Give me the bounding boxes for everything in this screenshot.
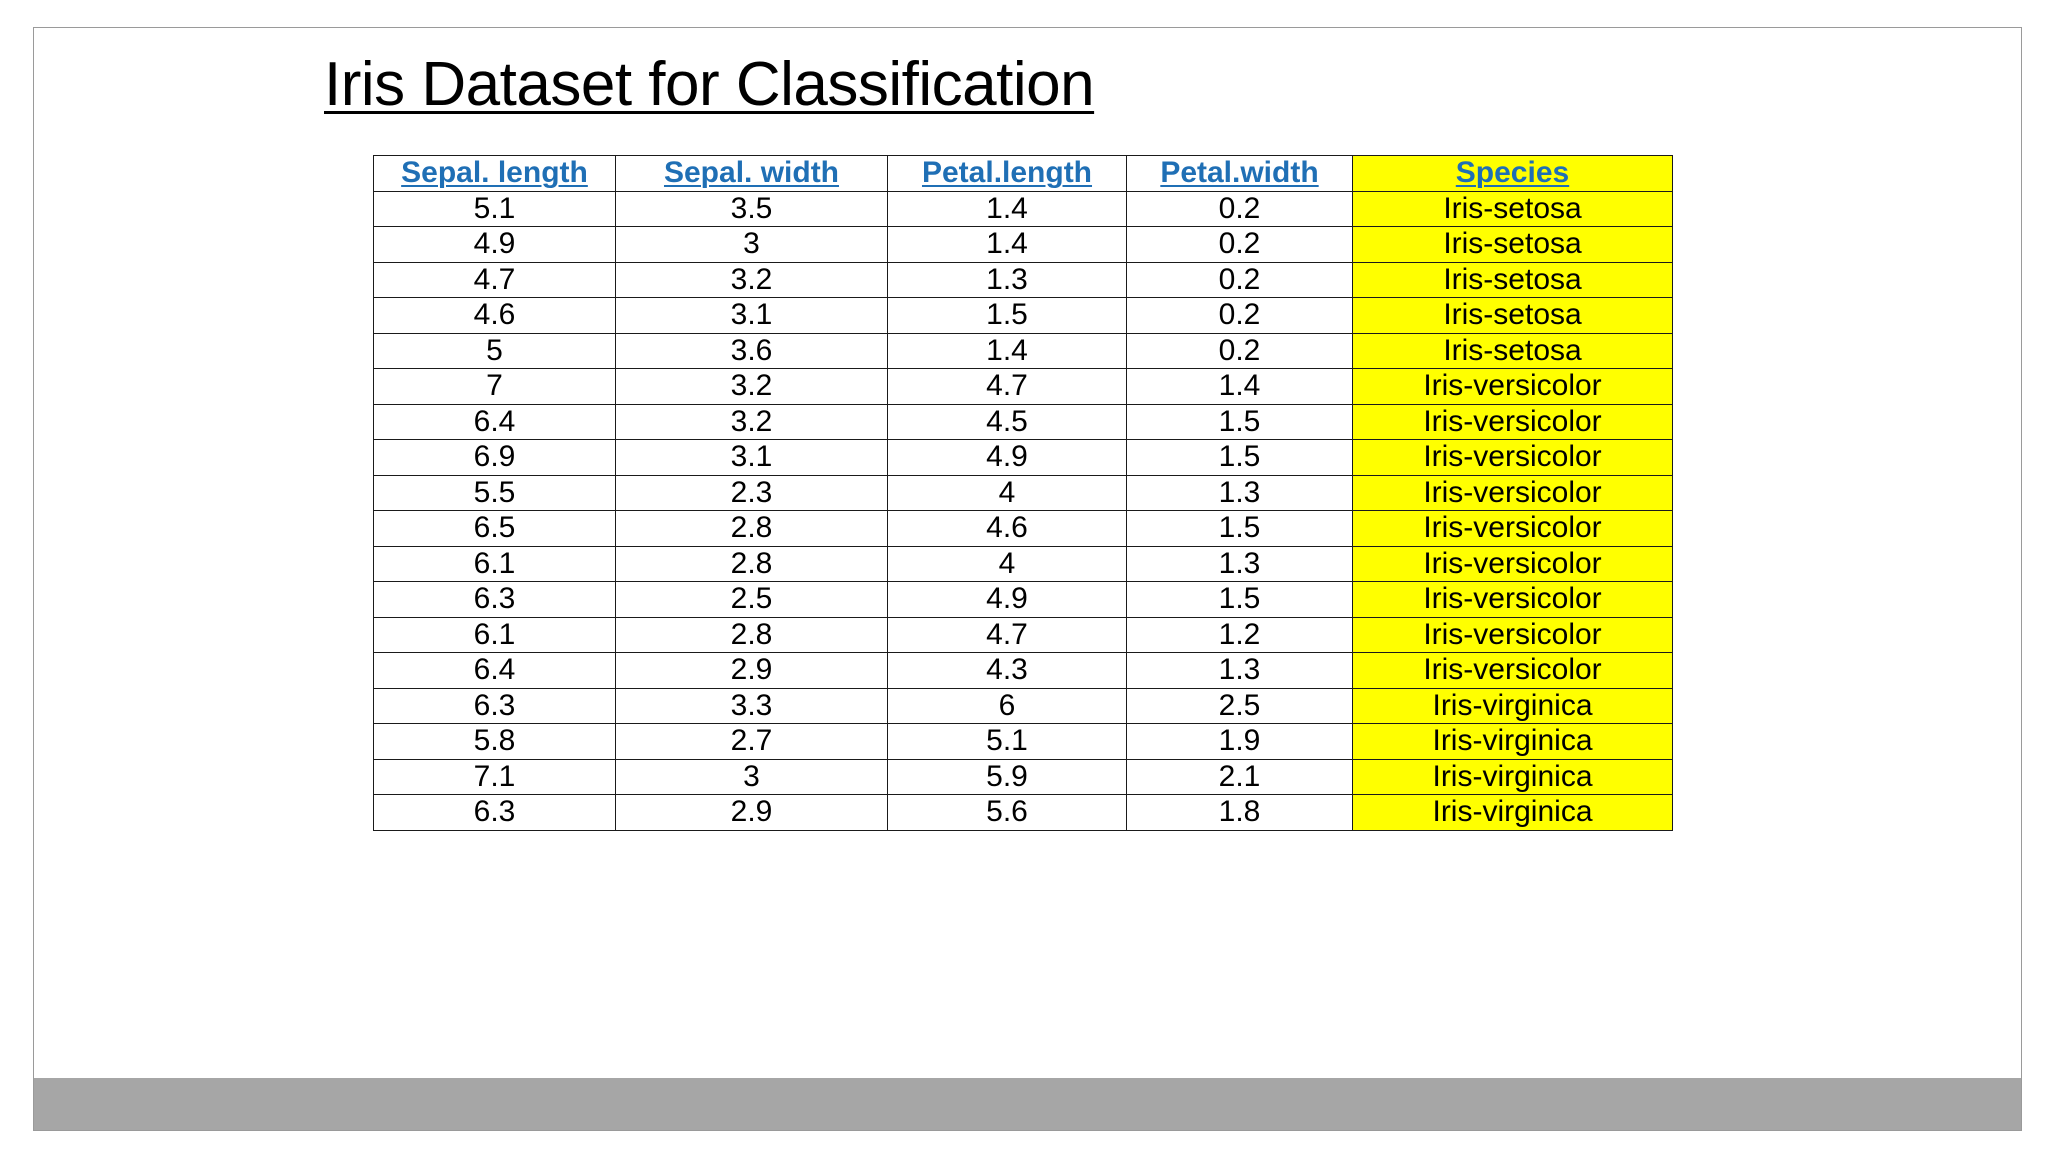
species-cell: Iris-versicolor <box>1353 475 1673 511</box>
petal-length-cell: 4.9 <box>888 582 1127 618</box>
petal-length-cell: 4.5 <box>888 404 1127 440</box>
species-cell: Iris-versicolor <box>1353 617 1673 653</box>
table-body <box>374 191 1673 830</box>
table-row <box>374 795 1673 831</box>
species-cell: Iris-virginica <box>1353 759 1673 795</box>
table-row <box>374 298 1673 334</box>
sepal-width-cell: 3.3 <box>616 688 888 724</box>
table-row <box>374 759 1673 795</box>
petal-length-cell: 4.7 <box>888 369 1127 405</box>
sepal-width-cell: 3.2 <box>616 262 888 298</box>
petal-width-cell: 2.5 <box>1127 688 1353 724</box>
petal-width-cell: 1.4 <box>1127 369 1353 405</box>
petal-width-cell: 1.5 <box>1127 582 1353 618</box>
sepal-length-cell: 6.3 <box>374 795 616 831</box>
table-row <box>374 227 1673 263</box>
petal-width-cell: 1.8 <box>1127 795 1353 831</box>
table-row <box>374 262 1673 298</box>
species-cell: Iris-virginica <box>1353 795 1673 831</box>
petal-length-cell: 1.3 <box>888 262 1127 298</box>
sepal-width-cell: 3.2 <box>616 369 888 405</box>
table-row <box>374 546 1673 582</box>
species-cell: Iris-versicolor <box>1353 653 1673 689</box>
petal-width-cell: 1.5 <box>1127 404 1353 440</box>
slide-footer-bar <box>34 1078 2021 1130</box>
header-sepal-length[interactable]: Sepal. length <box>374 156 616 192</box>
iris-data-table <box>373 155 1673 831</box>
slide-title: Iris Dataset for Classification <box>324 50 1095 119</box>
header-species[interactable]: Species <box>1353 156 1673 192</box>
petal-width-cell: 2.1 <box>1127 759 1353 795</box>
petal-length-cell: 5.9 <box>888 759 1127 795</box>
sepal-length-cell: 6.4 <box>374 653 616 689</box>
header-petal-length[interactable]: Petal.length <box>888 156 1127 192</box>
sepal-length-cell: 6.9 <box>374 440 616 476</box>
petal-width-cell: 1.3 <box>1127 653 1353 689</box>
header-petal-width[interactable]: Petal.width <box>1127 156 1353 192</box>
petal-length-cell: 6 <box>888 688 1127 724</box>
petal-length-cell: 1.4 <box>888 333 1127 369</box>
sepal-width-cell: 2.3 <box>616 475 888 511</box>
sepal-length-cell: 5.1 <box>374 191 616 227</box>
species-cell: Iris-setosa <box>1353 333 1673 369</box>
species-cell: Iris-setosa <box>1353 191 1673 227</box>
sepal-length-cell: 5 <box>374 333 616 369</box>
petal-length-cell: 1.5 <box>888 298 1127 334</box>
petal-width-cell: 1.3 <box>1127 475 1353 511</box>
sepal-width-cell: 2.9 <box>616 653 888 689</box>
table-row <box>374 440 1673 476</box>
sepal-width-cell: 2.8 <box>616 546 888 582</box>
table-row <box>374 724 1673 760</box>
sepal-length-cell: 5.8 <box>374 724 616 760</box>
table-row <box>374 582 1673 618</box>
table-row <box>374 653 1673 689</box>
petal-length-cell: 4.7 <box>888 617 1127 653</box>
petal-length-cell: 4.9 <box>888 440 1127 476</box>
sepal-width-cell: 2.5 <box>616 582 888 618</box>
petal-width-cell: 0.2 <box>1127 227 1353 263</box>
species-cell: Iris-versicolor <box>1353 546 1673 582</box>
slide <box>33 27 2022 1131</box>
species-cell: Iris-versicolor <box>1353 440 1673 476</box>
sepal-width-cell: 2.8 <box>616 617 888 653</box>
header-sepal-width[interactable]: Sepal. width <box>616 156 888 192</box>
sepal-length-cell: 4.7 <box>374 262 616 298</box>
petal-length-cell: 1.4 <box>888 227 1127 263</box>
petal-length-cell: 4.6 <box>888 511 1127 547</box>
table-row <box>374 369 1673 405</box>
sepal-length-cell: 4.6 <box>374 298 616 334</box>
species-cell: Iris-setosa <box>1353 262 1673 298</box>
sepal-width-cell: 3.1 <box>616 440 888 476</box>
sepal-length-cell: 4.9 <box>374 227 616 263</box>
sepal-width-cell: 2.7 <box>616 724 888 760</box>
sepal-width-cell: 3.6 <box>616 333 888 369</box>
sepal-width-cell: 2.8 <box>616 511 888 547</box>
species-cell: Iris-setosa <box>1353 298 1673 334</box>
table-row <box>374 191 1673 227</box>
petal-width-cell: 1.9 <box>1127 724 1353 760</box>
sepal-length-cell: 6.4 <box>374 404 616 440</box>
petal-width-cell: 0.2 <box>1127 298 1353 334</box>
species-cell: Iris-versicolor <box>1353 404 1673 440</box>
sepal-width-cell: 3.5 <box>616 191 888 227</box>
species-cell: Iris-versicolor <box>1353 511 1673 547</box>
sepal-length-cell: 7.1 <box>374 759 616 795</box>
petal-length-cell: 4.3 <box>888 653 1127 689</box>
sepal-length-cell: 6.5 <box>374 511 616 547</box>
petal-length-cell: 4 <box>888 546 1127 582</box>
species-cell: Iris-versicolor <box>1353 369 1673 405</box>
petal-length-cell: 5.1 <box>888 724 1127 760</box>
sepal-length-cell: 7 <box>374 369 616 405</box>
petal-width-cell: 1.2 <box>1127 617 1353 653</box>
table-row <box>374 404 1673 440</box>
table-row <box>374 511 1673 547</box>
sepal-width-cell: 3.2 <box>616 404 888 440</box>
species-cell: Iris-setosa <box>1353 227 1673 263</box>
petal-length-cell: 4 <box>888 475 1127 511</box>
species-cell: Iris-virginica <box>1353 688 1673 724</box>
table-row <box>374 333 1673 369</box>
species-cell: Iris-versicolor <box>1353 582 1673 618</box>
petal-width-cell: 0.2 <box>1127 262 1353 298</box>
sepal-width-cell: 3 <box>616 227 888 263</box>
table-row <box>374 688 1673 724</box>
petal-width-cell: 0.2 <box>1127 333 1353 369</box>
table-row <box>374 475 1673 511</box>
petal-width-cell: 1.5 <box>1127 511 1353 547</box>
petal-width-cell: 1.5 <box>1127 440 1353 476</box>
species-cell: Iris-virginica <box>1353 724 1673 760</box>
sepal-width-cell: 3 <box>616 759 888 795</box>
petal-length-cell: 5.6 <box>888 795 1127 831</box>
sepal-length-cell: 6.1 <box>374 546 616 582</box>
table-header-row <box>374 156 1673 192</box>
petal-width-cell: 1.3 <box>1127 546 1353 582</box>
sepal-width-cell: 3.1 <box>616 298 888 334</box>
sepal-width-cell: 2.9 <box>616 795 888 831</box>
sepal-length-cell: 6.1 <box>374 617 616 653</box>
sepal-length-cell: 6.3 <box>374 582 616 618</box>
petal-width-cell: 0.2 <box>1127 191 1353 227</box>
petal-length-cell: 1.4 <box>888 191 1127 227</box>
sepal-length-cell: 5.5 <box>374 475 616 511</box>
table-row <box>374 617 1673 653</box>
sepal-length-cell: 6.3 <box>374 688 616 724</box>
